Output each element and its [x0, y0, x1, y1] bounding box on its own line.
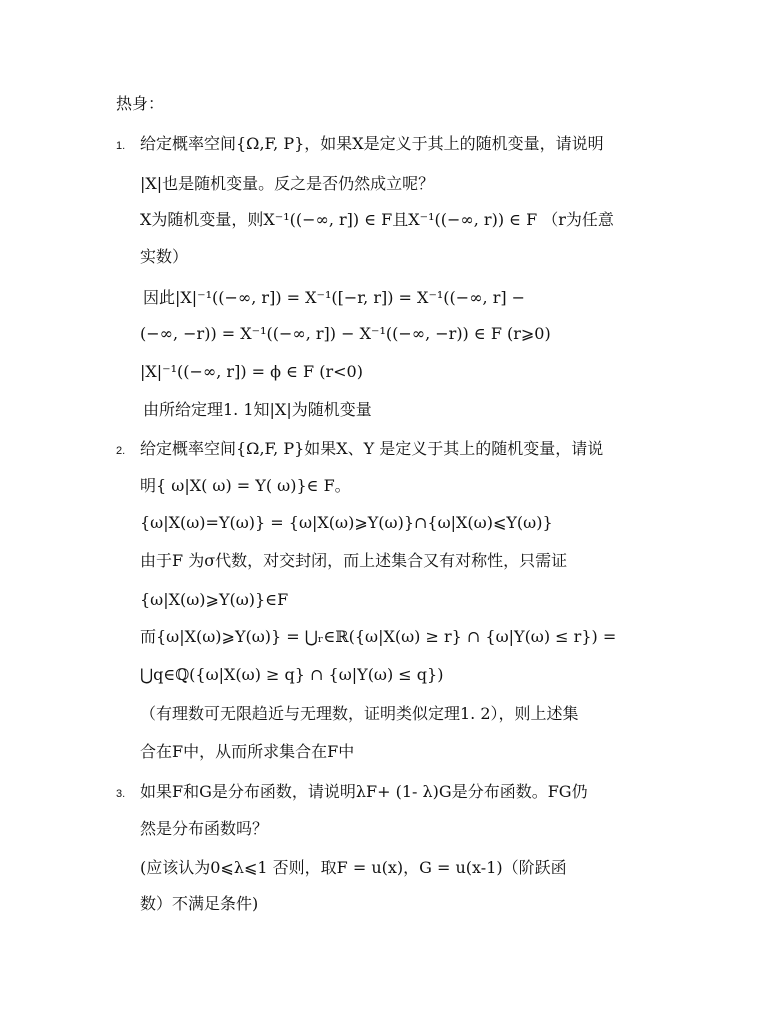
answer-2-line-5: ⋃q∈ℚ({ω|X(ω) ≥ q} ∩ {ω|Y(ω) ≤ q}) [140, 665, 444, 684]
answer-1-line-4: (−∞, −r)) = X⁻¹((−∞, r]) − X⁻¹((−∞, −r)) ∈ F (r⩾0) [140, 324, 551, 343]
answer-1-line-5: |X|⁻¹((−∞, r]) = ϕ ∈ F (r<0) [140, 362, 363, 381]
problem-2-statement-line-1: 给定概率空间{Ω,F, P}如果X、Y 是定义于其上的随机变量，请说 [140, 439, 604, 458]
problem-1-statement-line-2: |X|也是随机变量。反之是否仍然成立呢？ [140, 174, 435, 193]
heading: 热身： [116, 94, 165, 113]
problem-1-statement-line-1: 给定概率空间{Ω,F, P}，如果X是定义于其上的随机变量，请说明 [140, 134, 604, 153]
answer-2-line-3: {ω|X(ω)⩾Y(ω)}∈F [140, 590, 289, 609]
item-number: 3. [116, 788, 126, 800]
answer-1-line-6: 由所给定理1. 1知|X|为随机变量 [143, 400, 372, 419]
answer-2-line-1: {ω|X(ω)=Y(ω)} = {ω|X(ω)⩾Y(ω)}∩{ω|X(ω)⩽Y(ω)} [140, 513, 553, 532]
problem-2-statement-line-2: 明{ ω|X( ω) = Y( ω)}∈ F。 [140, 476, 351, 495]
item-number: 1. [116, 140, 126, 152]
answer-2-line-2: 由于F 为σ代数，对交封闭，而上述集合又有对称性，只需证 [140, 551, 568, 570]
item-number: 2. [116, 445, 126, 457]
problem-3-statement-line-2: 然是分布函数吗？ [140, 819, 269, 838]
answer-2-line-4: 而{ω|X(ω)⩾Y(ω)} = ⋃ᵣ∈ℝ({ω|X(ω) ≥ r} ∩ {ω|Y(ω) ≤ r}) = [140, 627, 617, 646]
answer-1-line-2: 实数） [140, 247, 189, 266]
problem-3-statement-line-1: 如果F和G是分布函数，请说明λF+ (1- λ)G是分布函数。FG仍 [140, 782, 588, 801]
answer-2-line-7: 合在F中，从而所求集合在F中 [140, 742, 355, 761]
answer-3-line-1: (应该认为0⩽λ⩽1 否则，取F = u(x)，G = u(x-1)（阶跃函 [140, 858, 567, 877]
answer-3-line-2: 数）不满足条件) [140, 894, 259, 913]
answer-2-line-6: （有理数可无限趋近与无理数，证明类似定理1. 2），则上述集 [140, 704, 579, 723]
answer-1-line-3: 因此|X|⁻¹((−∞, r]) = X⁻¹([−r, r]) = X⁻¹((−∞, r] − [143, 288, 526, 307]
answer-1-line-1: X为随机变量，则X⁻¹((−∞, r]) ∈ F且X⁻¹((−∞, r)) ∈ F （r为任意 [140, 210, 614, 229]
